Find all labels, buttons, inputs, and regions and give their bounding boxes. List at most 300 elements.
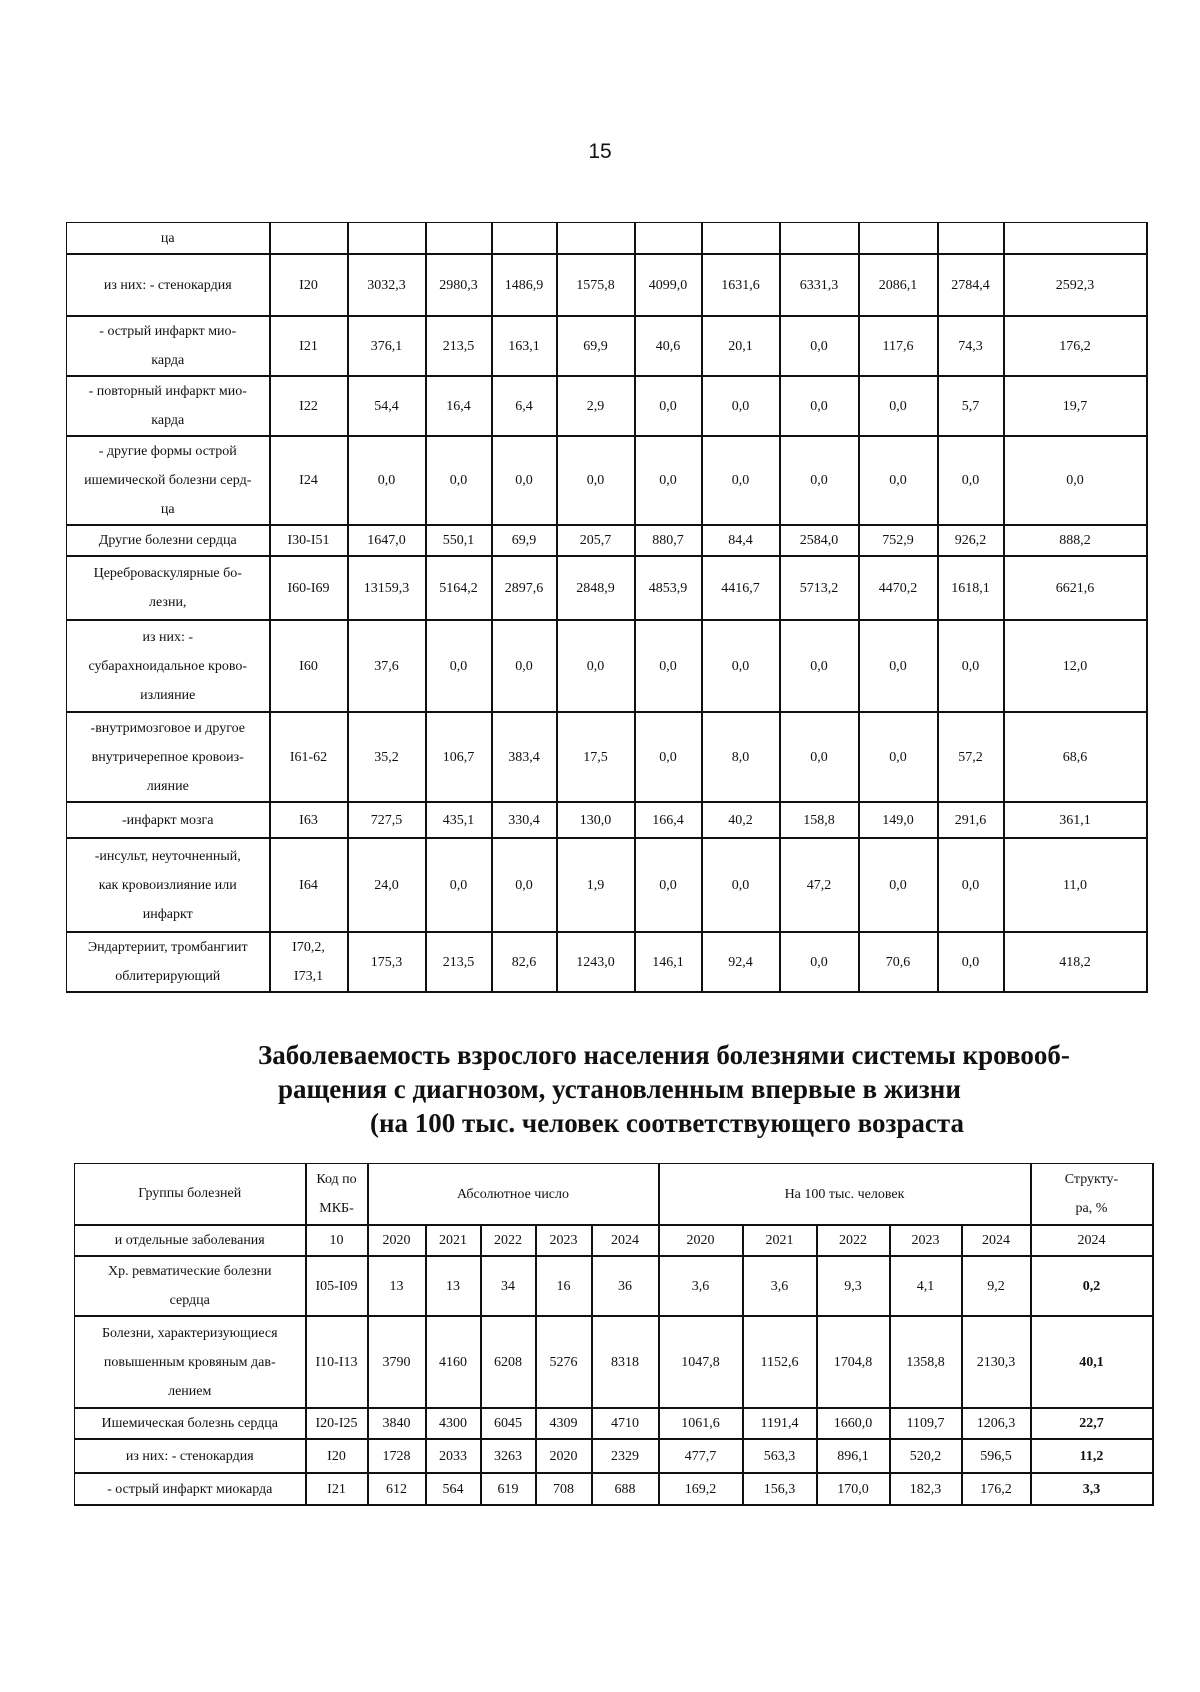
rate-value-text: 3,6 [691,1278,710,1294]
icd-code [306,1473,368,1505]
heading-line-2: ращения с диагнозом, установленным впервые в жизни [278,1074,961,1104]
rate-value-text: 291,6 [954,812,987,828]
rate-value [962,1439,1031,1473]
table-row [75,1408,1153,1439]
rate-value-text: 0,0 [889,398,907,414]
rate-value [962,1408,1031,1439]
rate-value-text: 69,9 [511,533,537,548]
absolute-value-text: 6208 [494,1354,522,1370]
rate-value [859,712,938,802]
icd-code [270,376,348,436]
structure-value [1031,1439,1153,1473]
rate-value [702,712,780,802]
rate-value-text: 0,0 [659,658,677,674]
rate-value-text: 163,1 [508,338,540,354]
rate-value-text: 2848,9 [576,580,615,596]
header-structure [1031,1164,1153,1226]
rate-value [635,254,702,316]
rate-value [702,316,780,376]
rate-value-text: 1660,0 [833,1416,873,1431]
rate-value-text: 213,5 [442,954,475,970]
absolute-value-text: 3840 [382,1416,411,1431]
rate-value [890,1316,962,1408]
rate-value [492,223,557,255]
disease-group-name-text: Ишемическая болезнь сердца [101,1416,278,1431]
rate-value-text: 130,0 [579,812,612,828]
rate-value-text: 69,9 [583,338,608,354]
rate-value-text: 1631,6 [721,277,760,293]
absolute-value [368,1316,426,1408]
rate-value [635,316,702,376]
rate-value [702,436,780,525]
table-row [67,620,1147,712]
rate-value-text: 477,7 [684,1448,717,1464]
rate-value [492,556,557,620]
icd-code-text: I20 [299,277,318,293]
absolute-value-text: 34 [501,1278,515,1294]
disease-name-text: - другие формы острой [98,444,237,459]
year-rate-text: 2020 [686,1233,715,1248]
disease-name-text: -внутримозговое и другое [90,720,245,736]
year-abs [426,1225,481,1256]
structure-value [1031,1408,1153,1439]
disease-name [67,316,270,376]
rate-value-text: 37,6 [374,658,399,674]
icd-code [270,525,348,556]
rate-value [492,436,557,525]
absolute-value-text: 688 [614,1481,636,1497]
rate-value [348,802,426,838]
rate-value [743,1473,817,1505]
rate-value [492,932,557,992]
absolute-value [426,1256,481,1316]
rate-value [426,802,492,838]
rate-value-text: 0,0 [961,473,980,488]
disease-group-name-text: Хр. ревматические болезни [107,1264,272,1279]
rate-value-text: 9,3 [844,1278,862,1294]
rate-value [557,932,635,992]
rate-value-text: 330,4 [508,812,540,828]
rate-value-text: 1704,8 [833,1354,873,1370]
rate-value-text: 0,0 [889,473,907,488]
icd-code [270,254,348,316]
rate-value-text: 84,4 [728,533,753,548]
rate-value [817,1256,890,1316]
disease-name-text: из них: - [142,629,194,645]
disease-group-name-text: - острый инфаркт миокарда [107,1481,273,1497]
rate-value [702,556,780,620]
header-code [306,1164,368,1226]
absolute-value-text: 13 [446,1278,460,1294]
rate-value [659,1473,743,1505]
rate-value-text: 92,4 [728,954,753,970]
disease-name-text: Другие болезни сердца [98,533,237,548]
rate-value [817,1316,890,1408]
icd-code-text: I10-I13 [315,1354,358,1370]
rate-value [492,712,557,802]
rate-value-text: 563,3 [763,1448,796,1464]
header-absolute: Абсолютное число [368,1164,659,1226]
rate-value-text: 57,2 [958,749,983,765]
table-row [67,712,1147,802]
absolute-value [426,1439,481,1473]
disease-group-name [75,1316,306,1408]
disease-group-name-text: повышенным кровяным дав- [103,1354,276,1370]
icd-code-text: I60 [299,658,318,674]
rate-value [890,1439,962,1473]
rate-value [817,1408,890,1439]
absolute-value-text: 1728 [382,1448,411,1464]
disease-name-text: ца [160,502,175,517]
icd-code [306,1439,368,1473]
rate-value [557,838,635,932]
rate-value-text: 4470,2 [878,580,918,596]
rate-value-text: 926,2 [954,533,987,548]
disease-name [67,932,270,992]
icd-code [270,556,348,620]
rate-value [1004,254,1147,316]
heading-line-1: Заболеваемость взрослого населения болезнями системы кровооб- [258,1040,1070,1070]
absolute-value [426,1473,481,1505]
rate-value-text: 727,5 [370,812,403,828]
rate-value [859,802,938,838]
rate-value-text: 0,0 [659,398,677,414]
rate-value [702,525,780,556]
year-abs [481,1225,536,1256]
table-row [67,838,1147,932]
rate-value-text: 4853,9 [648,580,688,596]
rate-value [890,1408,962,1439]
disease-name [67,838,270,932]
year-abs-text: 2021 [439,1233,467,1248]
rate-value [938,376,1004,436]
absolute-value-text: 2033 [439,1448,467,1464]
rate-value [702,802,780,838]
rate-value [780,223,859,255]
rate-value [659,1316,743,1408]
rate-value-text: 2897,6 [504,580,544,596]
year-rate [962,1225,1031,1256]
rate-value [635,376,702,436]
rate-value [962,1256,1031,1316]
table-row [75,1473,1153,1505]
rate-value-text: 146,1 [652,954,684,970]
table-row [67,436,1147,525]
rate-value [780,620,859,712]
rate-value [780,376,859,436]
rate-value [817,1473,890,1505]
rate-value-text: 550,1 [442,533,475,548]
rate-value-text: 0,0 [810,658,828,674]
rate-value [426,525,492,556]
rate-value [938,525,1004,556]
rate-value-text: 0,0 [1066,473,1084,488]
icd-code-text: I20-I25 [315,1416,358,1431]
rate-value-text: 2086,1 [878,277,918,293]
rate-value-text: 1047,8 [681,1354,720,1370]
table-row [67,802,1147,838]
icd-code [270,932,348,992]
disease-name [67,802,270,838]
rate-value [1004,556,1147,620]
absolute-value-text: 708 [553,1481,574,1497]
rate-value-text: 376,1 [370,338,403,354]
rate-value [890,1473,962,1505]
year-rate [743,1225,817,1256]
rate-value-text: 0,0 [377,473,396,488]
rate-value [557,316,635,376]
absolute-value-text: 2329 [611,1448,639,1464]
rate-value [743,1439,817,1473]
table-row [67,376,1147,436]
rate-value-text: 2,9 [586,398,605,414]
rate-value [348,932,426,992]
rate-value [492,525,557,556]
icd-code-text: I70,2, [292,940,325,955]
year-abs-text: 2024 [611,1233,639,1248]
icd-code-text: I73,1 [293,969,324,984]
absolute-value [592,1473,659,1505]
disease-name-text: инфаркт [142,906,193,922]
absolute-value-text: 4309 [549,1416,578,1431]
icd-code-text: I20 [327,1448,346,1464]
absolute-value-text: 6045 [494,1416,522,1431]
year-abs [368,1225,426,1256]
rate-value-text: 1,9 [586,877,605,893]
rate-value [635,838,702,932]
absolute-value [592,1439,659,1473]
disease-name [67,223,270,255]
year-abs-text: 2022 [494,1233,522,1248]
rate-value-text: 0,0 [961,877,980,893]
rate-value-text: 418,2 [1059,954,1091,970]
rate-value-text: 0,0 [810,473,828,488]
absolute-value [481,1408,536,1439]
rate-value-text: 6331,3 [799,277,839,293]
header-row-2 [75,1225,1153,1256]
icd-code [270,802,348,838]
year-structure [1031,1225,1153,1256]
rate-value [635,932,702,992]
table-row [75,1256,1153,1316]
rate-value [780,932,859,992]
absolute-value-text: 36 [618,1278,632,1294]
rate-value [659,1256,743,1316]
icd-code [270,223,348,255]
rate-value-text: 1206,3 [976,1416,1016,1431]
absolute-value [481,1439,536,1473]
disease-name-text: Цереброваскулярные бо- [93,566,242,581]
rate-value-text: 5,7 [961,398,980,414]
header-code-line: Код по [316,1172,357,1187]
rate-value [817,1439,890,1473]
rate-value [1004,838,1147,932]
rate-value-text: 156,3 [763,1481,796,1497]
disease-group-name [75,1256,306,1316]
rate-value-text: 0,0 [449,658,468,674]
disease-name-text: - повторный инфаркт мио- [88,384,247,399]
rate-value [859,620,938,712]
rate-value-text: 383,4 [508,749,540,765]
table-row [67,932,1147,992]
rate-value-text: 12,0 [1062,658,1088,674]
rate-value-text: 0,0 [515,658,533,674]
absolute-value [481,1256,536,1316]
rate-value [557,556,635,620]
structure-value [1031,1256,1153,1316]
year-abs-text: 2020 [382,1233,411,1248]
icd-code-text: I22 [299,398,318,414]
rate-value-text: 0,0 [731,877,750,893]
rate-value [557,712,635,802]
rate-value-text: 1191,4 [760,1416,799,1431]
rate-value [426,838,492,932]
disease-name-text: облитерирующий [115,969,221,984]
rate-value [426,620,492,712]
rate-value [780,254,859,316]
disease-name [67,556,270,620]
absolute-value-text: 3790 [382,1354,411,1370]
rate-value [426,932,492,992]
icd-code [270,436,348,525]
rate-value-text: 82,6 [511,954,537,970]
rate-value-text: 6,4 [515,398,533,414]
disease-group-name-text: сердца [169,1293,210,1308]
year-rate-text: 2021 [765,1233,794,1248]
absolute-value [368,1256,426,1316]
rate-value-text: 74,3 [958,338,983,354]
rate-value-text: 752,9 [882,533,914,548]
absolute-value-text: 4300 [439,1416,467,1431]
rate-value-text: 888,2 [1059,533,1091,548]
structure-value-text: 40,1 [1079,1354,1104,1370]
header-per100k: На 100 тыс. человек [659,1164,1031,1226]
disease-group-name-text: лением [168,1383,212,1399]
rate-value-text: 35,2 [374,749,399,765]
rate-value [859,316,938,376]
disease-name [67,525,270,556]
rate-value-text: 6621,6 [1055,580,1095,596]
table-row [67,254,1147,316]
rate-value-text: 40,2 [728,812,753,828]
rate-value-text: 47,2 [806,877,832,893]
rate-value-text: 213,5 [442,338,475,354]
year-abs [536,1225,592,1256]
rate-value [938,254,1004,316]
table-row [67,223,1147,255]
rate-value [938,223,1004,255]
rate-value-text: 20,1 [728,338,753,354]
disease-group-name [75,1473,306,1505]
rate-value-text: 0,0 [659,749,677,765]
rate-value-text: 1575,8 [576,277,615,293]
icd-code-text: I64 [299,877,318,893]
absolute-value-text: 2020 [549,1448,578,1464]
rate-value [1004,932,1147,992]
icd-code-text: I60-I69 [287,580,330,596]
header-code-line: МКБ- [319,1201,354,1216]
rate-value-text: 3032,3 [367,277,406,293]
rate-value-text: 4099,0 [648,277,688,293]
rate-value [659,1439,743,1473]
rate-value [962,1473,1031,1505]
rate-value-text: 1647,0 [367,533,406,548]
disease-name-text: как кровоизлияние или [98,877,237,893]
rate-value [348,223,426,255]
icd-code-text: I61-62 [289,749,328,765]
rate-value-text: 40,6 [655,338,681,354]
rate-value [780,838,859,932]
rate-value [1004,436,1147,525]
absolute-value [536,1256,592,1316]
rate-value [938,316,1004,376]
rate-value [1004,316,1147,376]
rate-value-text: 0,0 [586,473,605,488]
year-rate [659,1225,743,1256]
rate-value-text: 1152,6 [760,1354,799,1370]
rate-value [557,436,635,525]
rate-value [659,1408,743,1439]
rate-value-text: 24,0 [374,877,399,893]
header-structure-line: Структу- [1064,1172,1119,1187]
rate-value-text: 0,0 [515,877,533,893]
heading-line-3: (на 100 тыс. человек соответствующего возраста [370,1108,964,1138]
rate-value [938,436,1004,525]
rate-value [348,376,426,436]
disease-name-text: лияние [146,778,189,794]
rate-value [780,802,859,838]
icd-code [306,1408,368,1439]
rate-value-text: 54,4 [374,398,399,414]
structure-value-text: 3,3 [1082,1481,1101,1497]
rate-value-text: 176,2 [980,1481,1012,1497]
rate-value [702,932,780,992]
rate-value-text: 1358,8 [906,1354,945,1370]
rate-value [557,525,635,556]
disease-name-text: карда [151,353,185,368]
disease-name-text: -инсульт, неуточненный, [94,848,241,864]
rate-value [635,556,702,620]
rate-value [635,223,702,255]
table-row [67,316,1147,376]
icd-code [306,1256,368,1316]
rate-value [557,376,635,436]
absolute-value-text: 3263 [494,1448,522,1464]
disease-name-text: - острый инфаркт мио- [99,324,237,339]
rate-value [859,376,938,436]
rate-value-text: 106,7 [442,749,475,765]
rate-value [702,223,780,255]
rate-value-text: 117,6 [882,338,914,354]
rate-value-text: 70,6 [885,954,911,970]
header-groups-2: и отдельные заболевания [75,1225,306,1256]
icd-code-text: I21 [327,1481,346,1497]
absolute-value-text: 13 [389,1278,404,1294]
rate-value-text: 5713,2 [799,580,839,596]
rate-value-text: 1243,0 [576,954,615,970]
rate-value [702,254,780,316]
structure-value [1031,1473,1153,1505]
rate-value [938,932,1004,992]
rate-value-text: 520,2 [909,1448,942,1464]
rate-value [1004,712,1147,802]
rate-value-text: 0,0 [586,658,605,674]
rate-value [780,525,859,556]
rate-value-text: 2592,3 [1055,277,1095,293]
section-heading [0,1038,1200,1140]
rate-value-text: 0,0 [889,658,907,674]
rate-value [859,932,938,992]
